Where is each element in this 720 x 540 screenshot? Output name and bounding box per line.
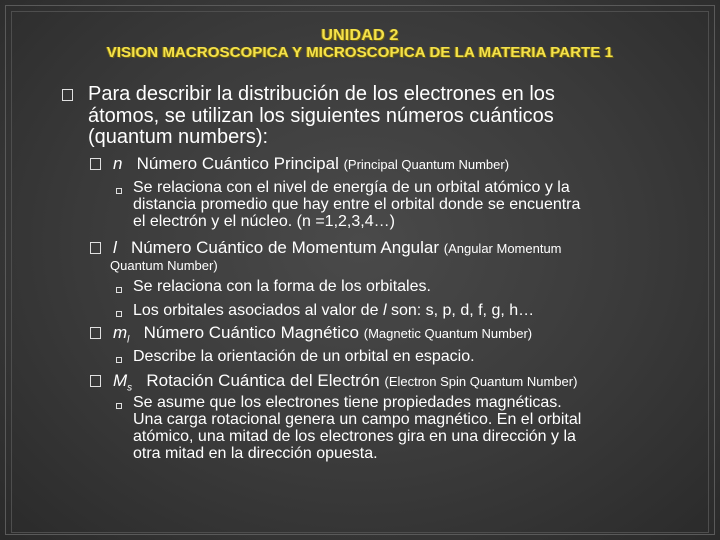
ml-name: Número Cuántico Magnético <box>143 323 360 342</box>
intro-line-2: átomos, se utilizan los siguientes números cuánticos <box>88 105 554 127</box>
ms-name: Rotación Cuántica del Electrón <box>146 371 380 390</box>
bullet-square-icon <box>116 306 122 320</box>
n-heading <box>113 155 509 174</box>
bullet-square-icon <box>116 352 122 366</box>
l-english-1: (Angular Momentum <box>443 241 562 256</box>
ms-desc-2: Una carga rotacional genera un campo magnético. En el orbital <box>133 411 582 428</box>
ms-desc-3: atómico, una mitad de los electrones gira en una dirección y la <box>133 428 576 445</box>
bullet-square-icon <box>116 282 122 296</box>
l-english-2: Quantum Number) <box>110 258 218 273</box>
n-desc-1: Se relaciona con el nivel de energía de un orbital atómico y la <box>133 179 570 196</box>
bullet-box-icon <box>90 242 101 257</box>
slide-subtitle: VISION MACROSCOPICA Y MICROSCOPICA DE LA MATERIA PARTE 1 <box>106 44 614 61</box>
n-desc-3: el electrón y el núcleo. (n =1,2,3,4…) <box>133 213 395 230</box>
n-desc-2: distancia promedio que hay entre el orbital donde se encuentra <box>133 196 581 213</box>
ml-english: (Magnetic Quantum Number) <box>363 326 533 341</box>
n-symbol: n <box>113 154 123 173</box>
l-heading <box>113 239 562 258</box>
bullet-square-icon <box>116 398 122 412</box>
intro-line-3: (quantum numbers): <box>88 126 269 148</box>
ms-subscript: s <box>127 382 133 394</box>
l-symbol: l <box>113 238 117 257</box>
ml-subscript: l <box>127 334 130 346</box>
ms-english: (Electron Spin Quantum Number) <box>384 374 578 389</box>
bullet-box-icon <box>90 375 101 390</box>
bullet-box-icon <box>62 89 73 104</box>
bullet-square-icon <box>116 183 122 197</box>
l-desc-1: Se relaciona con la forma de los orbitales. <box>133 278 431 295</box>
bullet-box-icon <box>90 158 101 173</box>
n-english: (Principal Quantum Number) <box>343 157 510 172</box>
ml-symbol: m <box>113 323 128 342</box>
l-desc-2-symbol: l <box>382 302 387 319</box>
l-name: Número Cuántico de Momentum Angular <box>130 238 439 257</box>
intro-line-1: Para describir la distribución de los electrones en los <box>88 83 555 105</box>
l-desc-2-post: son: s, p, d, f, g, h… <box>390 302 535 319</box>
l-desc-2 <box>133 303 534 319</box>
ms-desc-1: Se asume que los electrones tiene propiedades magnéticas. <box>133 394 562 411</box>
bullet-box-icon <box>90 327 101 342</box>
ml-heading <box>113 324 532 349</box>
n-name: Número Cuántico Principal <box>136 154 339 173</box>
ms-symbol: M <box>113 371 128 390</box>
ms-desc-4: otra mitad en la dirección opuesta. <box>133 445 378 462</box>
l-desc-2-pre: Los orbitales asociados al valor de <box>133 302 379 319</box>
ml-desc-1: Describe la orientación de un orbital en espacio. <box>133 348 475 365</box>
slide-title: UNIDAD 2 <box>321 27 399 44</box>
